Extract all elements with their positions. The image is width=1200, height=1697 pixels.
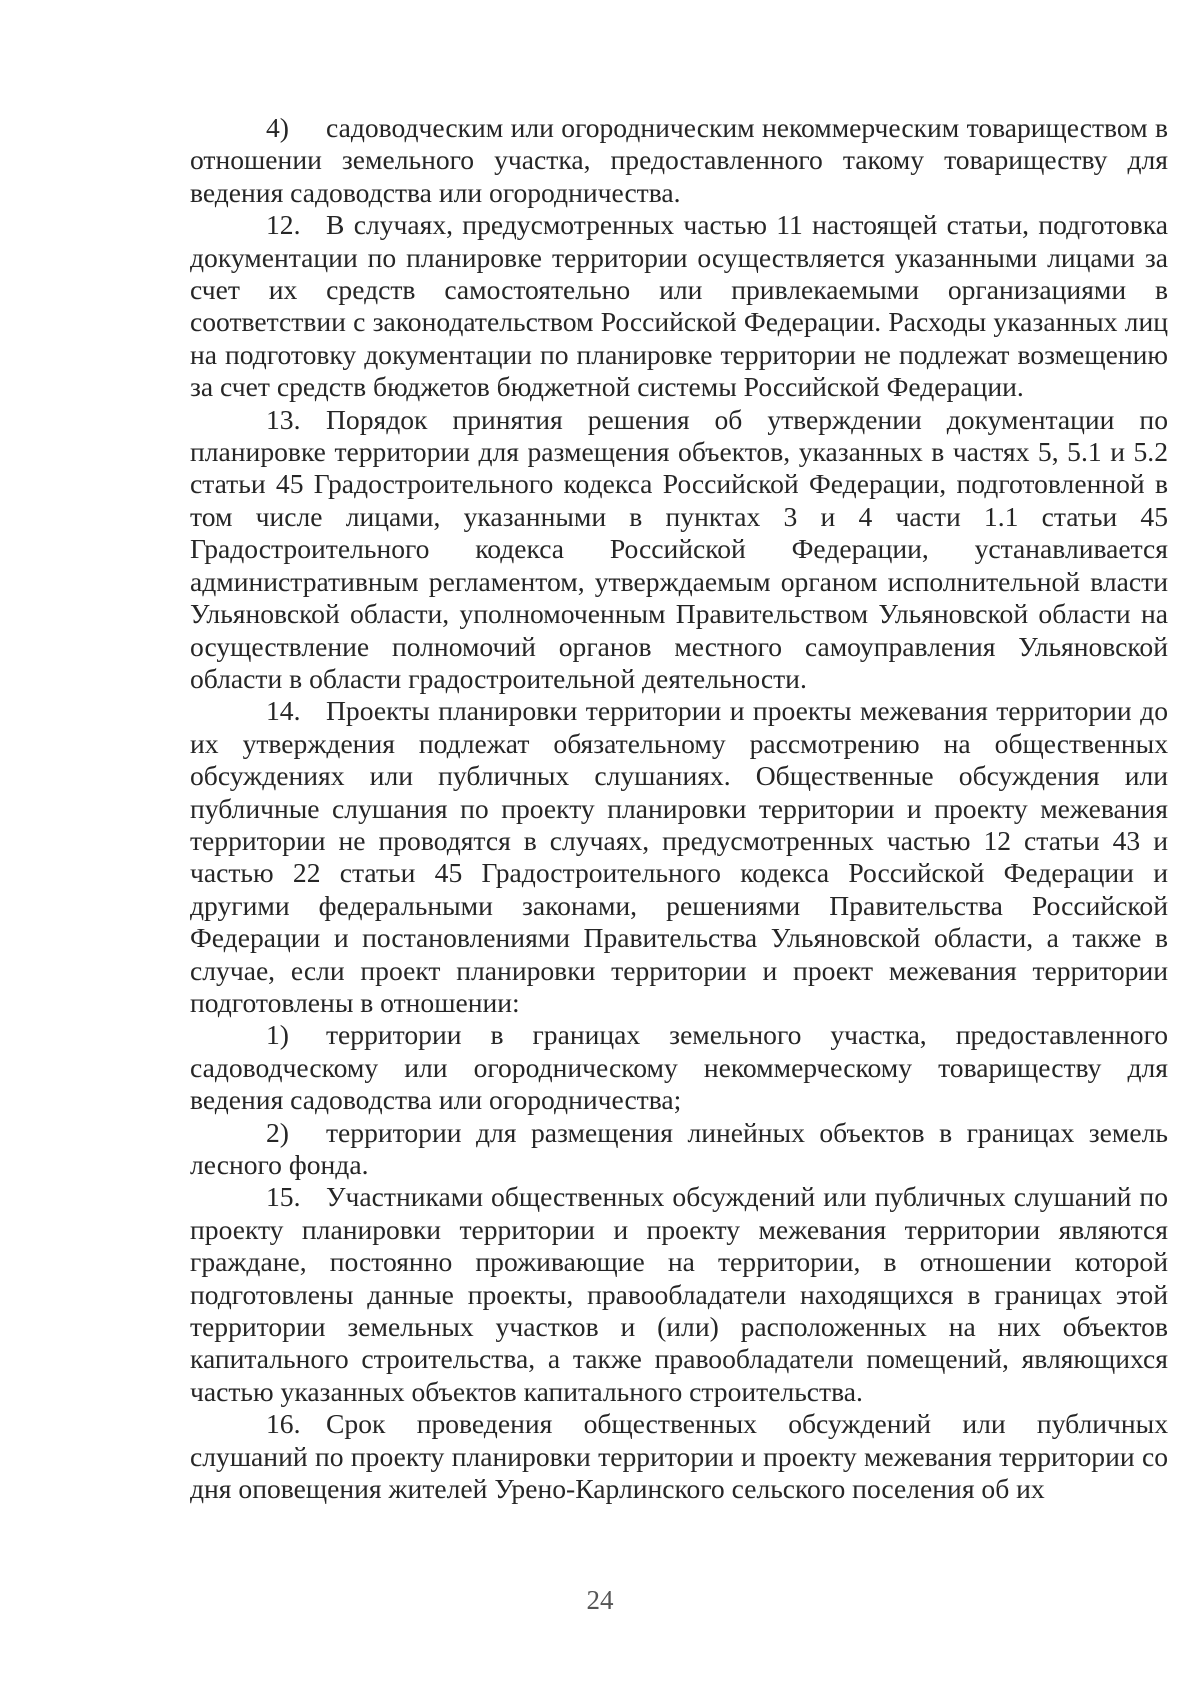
paragraph-text: территории для размещения линейных объектов в границах земель лесного фонда. (190, 1116, 1168, 1180)
paragraph-item-2 (190, 1117, 1168, 1182)
paragraph-16 (190, 1408, 1168, 1505)
paragraph-text: В случаях, предусмотренных частью 11 настоящей статьи, подготовка документации по планировке территории осуществляется указанными лицами за счет их средств самостоятельно или привлекаемыми организациями в соответствии с законодательством Российской Федерации. Расходы указанных лиц на подготовку документации по планировке территории не подлежат возмещению за счет средств бюджетов бюджетной системы Российской Федерации. (190, 209, 1168, 403)
paragraph-number: 16. (266, 1408, 301, 1440)
paragraph-13 (190, 404, 1168, 696)
paragraph-number: 2) (266, 1116, 289, 1148)
paragraph-12 (190, 209, 1168, 403)
paragraph-number: 4) (266, 112, 289, 143)
paragraph-number: 12. (266, 209, 301, 241)
paragraph-14 (190, 695, 1168, 1019)
paragraph-text: Порядок принятия решения об утверждении документации по планировке территории для размещения объектов, указанных в частях 5, 5.1 и 5.2 статьи 45 Градостроительного кодекса Российской Федерации, подготовленной в том числе лицами, указанными в пунктах 3 и 4 части 1.1 статьи 45 Градостроительного кодекса Российской Федерации, устанавливается административным регламентом, утверждаемым органом исполнительной власти Ульяновской области, уполномоченным Правительством Ульяновской области на осуществление полномочий органов местного самоуправления Ульяновской области в области градостроительной деятельности. (190, 403, 1168, 694)
paragraph-number: 14. (266, 695, 301, 727)
paragraph-text: садоводческим или огородническим некоммерческим товариществом в отношении земельного участка, предоставленного такому товариществу для ведения садоводства или огородничества. (190, 112, 1168, 208)
paragraph-number: 15. (266, 1181, 301, 1213)
paragraph-text: Проекты планировки территории и проекты межевания территории до их утверждения подлежат обязательному рассмотрению на общественных обсуждениях или публичных слушаниях. Общественные обсуждения или публичные слушания по проекту планировки территории и проекту межевания территории не проводятся в случаях, предусмотренных частью 12 статьи 43 и частью 22 статьи 45 Градостроительного кодекса Российской Федерации и другими федеральными законами, решениями Правительства Российской Федерации и постановлениями Правительства Ульяновской области, а также в случае, если проект планировки территории и проект межевания территории подготовлены в отношении: (190, 695, 1168, 1018)
paragraph-15 (190, 1181, 1168, 1408)
paragraph-number: 13. (266, 403, 301, 435)
paragraph-text: территории в границах земельного участка, предоставленного садоводческому или огородническому некоммерческому товариществу для ведения садоводства или огородничества; (190, 1019, 1168, 1116)
paragraph-item-4 (190, 112, 1168, 209)
paragraph-text: Участниками общественных обсуждений или публичных слушаний по проекту планировки территории и проекту межевания территории являются граждане, постоянно проживающие на территории, в отношении которой подготовлены данные проекты, правообладатели находящихся в границах этой территории земельных участков и (или) расположенных на них объектов капитального строительства, а также правообладатели помещений, являющихся частью указанных объектов капитального строительства. (190, 1181, 1168, 1407)
document-body (190, 112, 1168, 1505)
paragraph-item-1 (190, 1019, 1168, 1116)
page-number: 24 (586, 1585, 614, 1615)
paragraph-number: 1) (266, 1019, 289, 1051)
paragraph-text: Срок проведения общественных обсуждений или публичных слушаний по проекту планировки территории и проекту межевания территории со дня оповещения жителей Урено-Карлинского сельского поселения об их (190, 1408, 1168, 1505)
